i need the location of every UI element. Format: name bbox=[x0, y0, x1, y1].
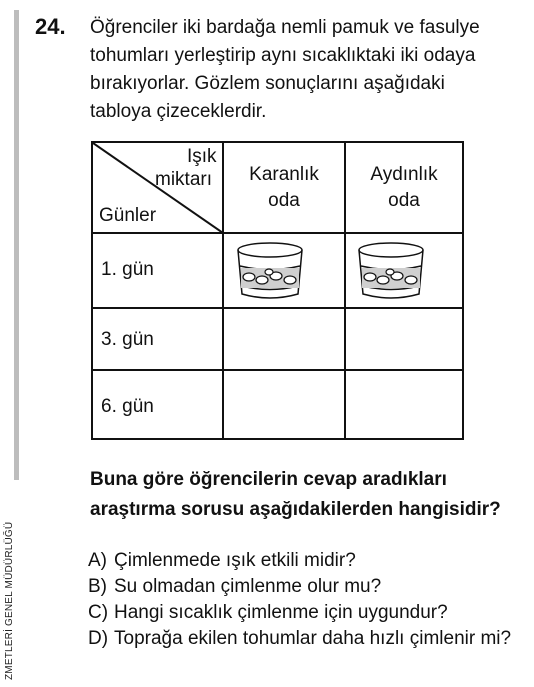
option-label: B) bbox=[88, 576, 107, 597]
prompt-line: Buna göre öğrencilerin cevap aradıkları bbox=[90, 469, 447, 490]
observation-table bbox=[91, 141, 464, 440]
corner-label-amount: miktarı bbox=[155, 169, 212, 190]
option-text: Hangi sıcaklık çimlenme için uygundur? bbox=[114, 602, 448, 623]
row-label-day1: 1. gün bbox=[101, 259, 154, 280]
option-label: D) bbox=[88, 628, 109, 649]
header-light-room bbox=[346, 162, 462, 214]
research-question-prompt bbox=[90, 465, 530, 525]
header-dark-line1: Karanlık bbox=[249, 164, 319, 185]
option-text: Çimlenmede ışık etkili midir? bbox=[114, 550, 356, 571]
stem-line: tohumları yerleştirip aynı sıcaklıktaki iki odaya bbox=[90, 45, 476, 66]
bean-cup-icon bbox=[235, 240, 305, 302]
corner-label-light: Işık bbox=[187, 146, 217, 167]
answer-options bbox=[88, 548, 528, 652]
bean-cup-icon bbox=[356, 240, 426, 302]
option-c[interactable] bbox=[88, 600, 528, 626]
option-d[interactable] bbox=[88, 626, 513, 652]
table-divider bbox=[93, 369, 462, 371]
header-light-line1: Aydınlık bbox=[370, 164, 438, 185]
corner-label-days: Günler bbox=[99, 205, 157, 226]
stem-line: bırakıyorlar. Gözlem sonuçlarını aşağıdaki bbox=[90, 73, 445, 94]
side-label: ZMETLERİ GENEL MÜDÜRLÜĞÜ bbox=[4, 521, 15, 680]
row-label-day6: 6. gün bbox=[101, 396, 154, 417]
question-number: 24. bbox=[35, 14, 66, 39]
margin-bar bbox=[14, 10, 19, 480]
stem-line: tabloya çizeceklerdir. bbox=[90, 101, 267, 122]
option-a[interactable] bbox=[88, 548, 528, 574]
option-text: Toprağa ekilen tohumlar daha hızlı çimlenir mi? bbox=[114, 628, 512, 649]
header-dark-line2: oda bbox=[268, 190, 300, 211]
table-divider bbox=[93, 307, 462, 309]
option-label: A) bbox=[88, 550, 107, 571]
header-light-line2: oda bbox=[388, 190, 420, 211]
option-text: Su olmadan çimlenme olur mu? bbox=[114, 576, 382, 597]
row-label-day3: 3. gün bbox=[101, 329, 154, 350]
header-dark-room bbox=[224, 162, 344, 214]
prompt-line: araştırma sorusu aşağıdakilerden hangisidir? bbox=[90, 499, 501, 520]
option-b[interactable] bbox=[88, 574, 528, 600]
stem-line: Öğrenciler iki bardağa nemli pamuk ve fasulye bbox=[90, 17, 480, 38]
question-stem bbox=[90, 14, 520, 126]
option-label: C) bbox=[88, 602, 109, 623]
